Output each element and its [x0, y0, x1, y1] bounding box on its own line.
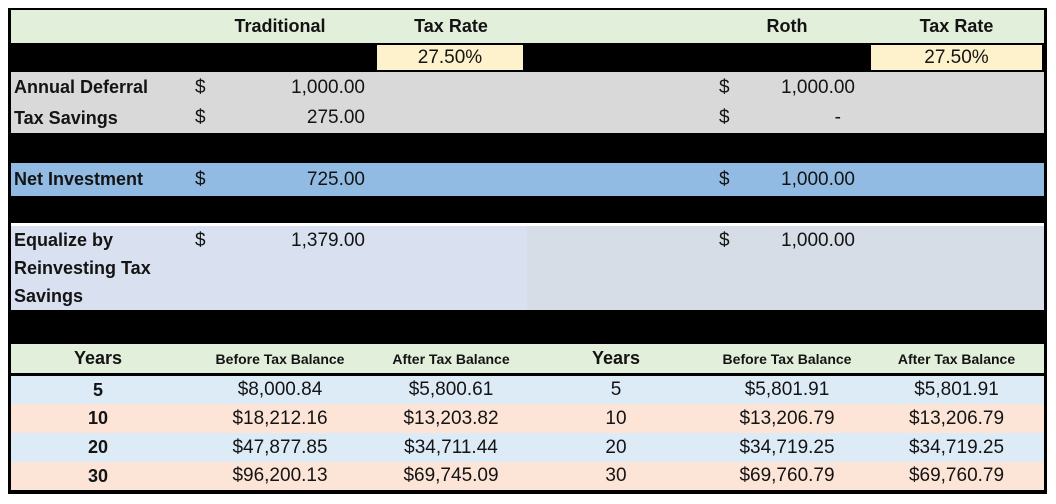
tax-rate-cell-traditional-wrap — [375, 43, 527, 72]
tax-rate-header-traditional: Tax Rate — [414, 16, 488, 36]
equalize-fill-mid — [527, 226, 705, 310]
tax-savings-label: Tax Savings — [14, 107, 118, 128]
balance-table-row — [11, 462, 1044, 490]
balance-years-traditional[interactable]: 10 — [87, 408, 109, 428]
tax-savings-trad-value[interactable]: 275.00 — [306, 107, 365, 128]
before-tax-header-left: Before Tax Balance — [215, 350, 345, 367]
balance-table-row — [11, 404, 1044, 433]
balance-years-roth[interactable]: 5 — [610, 379, 622, 400]
equalize-fill-right — [869, 226, 1044, 310]
balance-before-tax-roth[interactable]: $69,760.79 — [739, 465, 835, 486]
balance-years-roth[interactable]: 20 — [605, 436, 627, 458]
equalize-row — [11, 226, 1044, 309]
tax-rate-cell-roth[interactable]: 27.50% — [869, 43, 1044, 72]
balance-after-tax-roth[interactable]: $69,760.79 — [908, 465, 1005, 486]
net-investment-trad-value[interactable]: 725.00 — [306, 168, 365, 190]
traditional-header: Traditional — [234, 16, 326, 36]
after-tax-header-left: After Tax Balance — [392, 350, 510, 367]
after-tax-header-right: After Tax Balance — [897, 350, 1016, 367]
tax-rate-cell-traditional[interactable]: 27.50% — [375, 43, 525, 72]
balance-before-tax-roth[interactable]: $34,719.25 — [739, 436, 835, 458]
balance-table-body — [11, 376, 1044, 490]
tax-rate-cell-roth-wrap — [869, 43, 1044, 72]
top-header-row — [11, 10, 1044, 43]
balance-years-traditional[interactable]: 30 — [87, 465, 109, 486]
balance-years-traditional[interactable]: 5 — [92, 379, 103, 400]
balance-table-row — [11, 376, 1044, 404]
tax-rate-row — [11, 43, 1044, 72]
net-investment-trad-currency[interactable]: $ — [195, 168, 206, 190]
annual-deferral-label: Annual Deferral — [14, 77, 149, 97]
net-investment-roth-value[interactable]: 1,000.00 — [781, 168, 855, 190]
years-header-left: Years — [73, 348, 123, 368]
before-tax-header-right: Before Tax Balance — [722, 350, 852, 367]
separator-row-black — [11, 133, 1044, 163]
separator-row-black — [11, 309, 1044, 344]
balance-years-roth[interactable]: 30 — [605, 465, 627, 486]
annual-deferral-trad-value[interactable]: 1,000.00 — [291, 76, 365, 98]
tax-savings-roth-value[interactable]: - — [834, 107, 841, 128]
annual-deferral-row — [11, 72, 1044, 103]
equalize-fill-left — [375, 226, 527, 310]
tax-savings-trad-currency[interactable]: $ — [195, 107, 206, 128]
equalize-label: Equalize by Reinvesting Tax Savings — [11, 226, 185, 310]
balance-after-tax-traditional[interactable]: $5,800.61 — [408, 379, 494, 400]
equalize-roth-value[interactable]: 1,000.00 — [750, 226, 869, 310]
tax-savings-roth-currency[interactable]: $ — [719, 107, 730, 128]
roth-header: Roth — [766, 16, 808, 36]
balance-before-tax-traditional[interactable]: $47,877.85 — [232, 436, 328, 458]
net-investment-row — [11, 163, 1044, 196]
annual-deferral-roth-currency[interactable]: $ — [719, 76, 730, 98]
balance-after-tax-traditional[interactable]: $13,203.82 — [403, 407, 499, 429]
years-header-right: Years — [591, 348, 641, 368]
separator-row-black — [11, 196, 1044, 223]
balance-before-tax-roth[interactable]: $5,801.91 — [744, 379, 830, 400]
balance-table-row — [11, 433, 1044, 462]
balance-before-tax-traditional[interactable]: $96,200.13 — [232, 465, 328, 486]
balance-table-header — [11, 344, 1044, 376]
balance-after-tax-roth[interactable]: $5,801.91 — [914, 379, 999, 400]
balance-before-tax-traditional[interactable]: $18,212.16 — [232, 407, 328, 429]
balance-after-tax-traditional[interactable]: $69,745.09 — [403, 465, 499, 486]
balance-before-tax-traditional[interactable]: $8,000.84 — [237, 379, 323, 400]
annual-deferral-trad-currency[interactable]: $ — [195, 76, 206, 98]
annual-deferral-roth-value[interactable]: 1,000.00 — [781, 76, 855, 98]
balance-after-tax-roth[interactable]: $13,206.79 — [908, 407, 1005, 429]
balance-after-tax-roth[interactable]: $34,719.25 — [908, 436, 1005, 458]
equalize-roth-currency[interactable]: $ — [705, 226, 750, 310]
balance-years-traditional[interactable]: 20 — [87, 437, 109, 457]
equalize-trad-currency[interactable]: $ — [185, 226, 230, 310]
balance-years-roth[interactable]: 10 — [605, 407, 627, 429]
balance-after-tax-traditional[interactable]: $34,711.44 — [404, 436, 498, 458]
balance-before-tax-roth[interactable]: $13,206.79 — [739, 407, 835, 429]
tax-rate-header-roth: Tax Rate — [919, 16, 994, 36]
net-investment-label: Net Investment — [14, 169, 144, 189]
spreadsheet — [8, 8, 1047, 494]
net-investment-roth-currency[interactable]: $ — [719, 168, 730, 190]
equalize-trad-value[interactable]: 1,379.00 — [230, 226, 375, 310]
tax-savings-row — [11, 103, 1044, 133]
